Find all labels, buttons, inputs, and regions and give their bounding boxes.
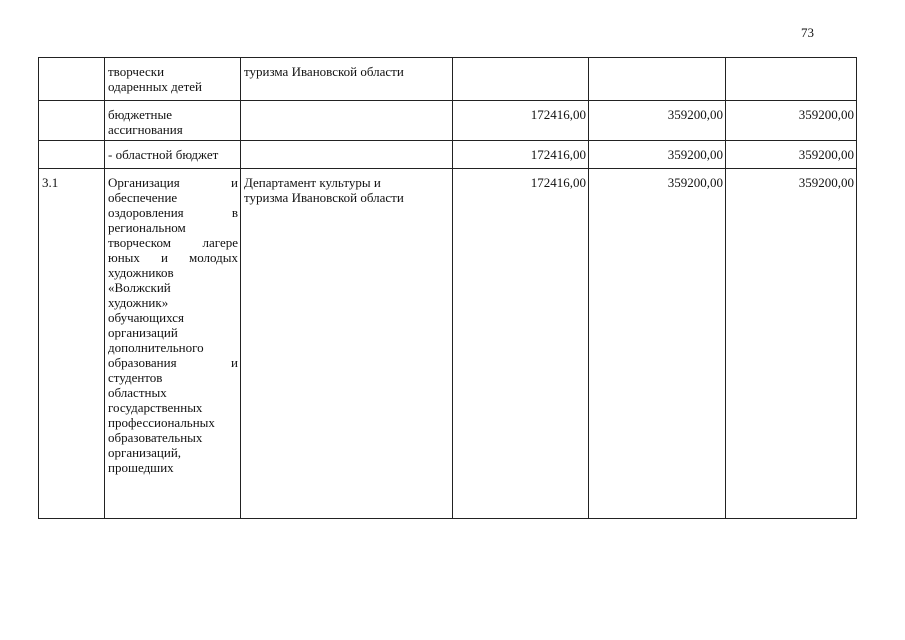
measure-name-line: - областной бюджет (108, 147, 219, 162)
executor-line: туризма Ивановской области (244, 64, 404, 79)
amount-cell: 359200,00 (589, 169, 726, 519)
measure-name-line: одаренных детей (108, 79, 202, 94)
measure-name-line: обучающихся (108, 310, 184, 325)
amount-cell (589, 58, 726, 101)
table-row (39, 141, 857, 169)
measure-name-line: художников (108, 265, 174, 280)
row-number-cell (39, 101, 105, 141)
amount-cell: 359200,00 (726, 101, 857, 141)
measure-name-cell (105, 58, 241, 101)
measure-name-line: образования и (108, 355, 238, 370)
measure-name-line: студентов (108, 370, 163, 385)
measure-name-line: «Волжский (108, 280, 171, 295)
table-row (39, 58, 857, 101)
amount-cell: 172416,00 (453, 169, 589, 519)
measure-name-line: ассигнования (108, 122, 183, 137)
amount-cell: 359200,00 (726, 169, 857, 519)
measure-name-line: областных (108, 385, 167, 400)
executor-cell (241, 169, 453, 519)
measure-name-line: профессиональных (108, 415, 215, 430)
amount-cell: 359200,00 (589, 101, 726, 141)
measure-name-line: государственных (108, 400, 203, 415)
measure-name-line: региональном (108, 220, 186, 235)
measure-name-line: Организация и (108, 175, 238, 190)
measure-name-line: творческом лагере (108, 235, 238, 250)
measure-name-line: организаций, (108, 445, 182, 460)
measure-name-cell (105, 141, 241, 169)
measure-name-line: образовательных (108, 430, 203, 445)
table-row (39, 101, 857, 141)
amount-cell: 359200,00 (726, 141, 857, 169)
row-number-cell: 3.1 (39, 169, 105, 519)
page-number: 73 (801, 25, 814, 40)
executor-cell (241, 141, 453, 169)
measure-name-line: бюджетные (108, 107, 173, 122)
measure-name-line: художник» (108, 295, 169, 310)
row-number-cell (39, 141, 105, 169)
measure-name-line: творчески (108, 64, 165, 79)
executor-cell (241, 58, 453, 101)
table-row (39, 169, 857, 519)
measure-name-line: прошедших (108, 460, 174, 475)
measure-name-line: юных и молодых (108, 250, 238, 265)
executor-cell (241, 101, 453, 141)
row-number-cell (39, 58, 105, 101)
measure-name-line: обеспечение (108, 190, 178, 205)
executor-line: туризма Ивановской области (244, 190, 404, 205)
amount-cell: 172416,00 (453, 101, 589, 141)
amount-cell: 359200,00 (589, 141, 726, 169)
measure-name-line: оздоровления в (108, 205, 238, 220)
budget-table (38, 57, 857, 519)
amount-cell (726, 58, 857, 101)
measure-name-line: дополнительного (108, 340, 204, 355)
executor-line: Департамент культуры и (244, 175, 381, 190)
measure-name-cell (105, 101, 241, 141)
amount-cell (453, 58, 589, 101)
measure-name-cell (105, 169, 241, 519)
amount-cell: 172416,00 (453, 141, 589, 169)
measure-name-line: организаций (108, 325, 178, 340)
